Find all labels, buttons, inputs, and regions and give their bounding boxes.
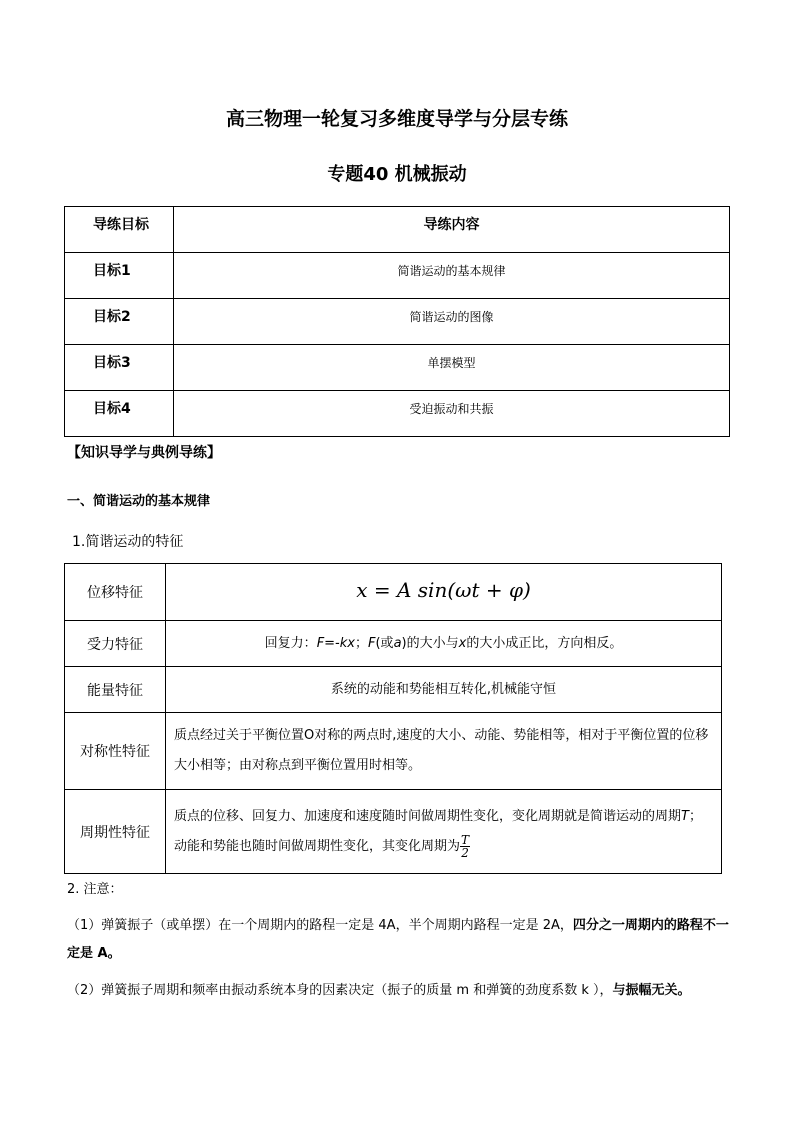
- fraction-denominator: 2: [461, 845, 469, 860]
- note-emphasis: 四分之一周期内的路程不一定是 A。: [67, 918, 729, 961]
- goal-cell: 目标2: [65, 299, 174, 345]
- text-run: T: [681, 808, 689, 824]
- text-run: a: [393, 635, 402, 651]
- note-item: [67, 912, 729, 968]
- goal-cell: 目标4: [65, 391, 174, 437]
- text-run: )的大小与: [401, 635, 459, 651]
- feature-value: [166, 621, 722, 667]
- feature-table: [64, 563, 722, 874]
- content-cell: 单摆模型: [174, 345, 730, 391]
- content-header-cell: 导练内容: [174, 207, 730, 253]
- feature-name: 受力特征: [65, 621, 166, 667]
- table-row: [65, 564, 722, 621]
- table-row: [65, 391, 730, 437]
- text-run: ；: [354, 635, 368, 651]
- note-text: （1）弹簧振子（或单摆）在一个周期内的路程一定是 4A，半个周期内路程一定是 2A，: [67, 918, 573, 933]
- fraction: [460, 834, 470, 859]
- goal-cell: 目标1: [65, 253, 174, 299]
- fraction-numerator: T: [461, 832, 470, 847]
- feature-name: 能量特征: [65, 667, 166, 713]
- goal-cell: 目标3: [65, 345, 174, 391]
- goal-table-header: [65, 207, 730, 253]
- table-row: [65, 299, 730, 345]
- feature-formula: [166, 564, 722, 621]
- table-row: [65, 713, 722, 790]
- feature-name: 位移特征: [65, 564, 166, 621]
- feature-name: 周期性特征: [65, 790, 166, 874]
- section-heading: 一、简谐运动的基本规律: [67, 494, 211, 509]
- table-row: [65, 621, 722, 667]
- note-emphasis: 与振幅无关。: [612, 983, 691, 998]
- table-row: [65, 667, 722, 713]
- text-run: 回复力：: [264, 635, 317, 651]
- feature-value: [166, 790, 722, 874]
- content-cell: 简谐运动的基本规律: [174, 253, 730, 299]
- feature-value: 质点经过关于平衡位置O对称的两点时,速度的大小、动能、势能相等，相对于平衡位置的位移大小相等；由对称点到平衡位置用时相等。: [166, 713, 722, 790]
- content-cell: 简谐运动的图像: [174, 299, 730, 345]
- goal-table: [64, 206, 730, 437]
- text-run: x: [458, 635, 467, 651]
- formula-text: x = A sin(ωt + φ): [356, 578, 531, 602]
- text-run: ；动能和势能也随时间做周期性变化，其变化周期为: [174, 808, 702, 854]
- text-run: 的大小成正比，方向相反。: [466, 635, 623, 651]
- text-run: (或: [375, 635, 394, 651]
- table-row: [65, 790, 722, 874]
- table-row: [65, 345, 730, 391]
- main-title: 高三物理一轮复习多维度导学与分层专练: [225, 108, 568, 130]
- section-banner: 【知识导学与典例导练】: [67, 445, 221, 461]
- table-row: [65, 253, 730, 299]
- notes-heading: 2. 注意：: [67, 882, 123, 897]
- goal-header-cell: 导练目标: [65, 207, 174, 253]
- text-run: F: [368, 635, 376, 651]
- note-item: [67, 977, 729, 1005]
- text-run: F=-kx: [316, 635, 355, 651]
- feature-name: 对称性特征: [65, 713, 166, 790]
- note-text: （2）弹簧振子周期和频率由振动系统本身的因素决定（振子的质量 m 和弹簧的劲度系数 k ），: [67, 983, 613, 998]
- feature-caption: 1.简谐运动的特征: [72, 534, 184, 550]
- sub-title: 专题40 机械振动: [327, 164, 467, 185]
- content-cell: 受迫振动和共振: [174, 391, 730, 437]
- text-run: 质点的位移、回复力、加速度和速度随时间做周期性变化，变化周期就是简谐运动的周期: [174, 808, 682, 824]
- feature-value: 系统的动能和势能相互转化,机械能守恒: [166, 667, 722, 713]
